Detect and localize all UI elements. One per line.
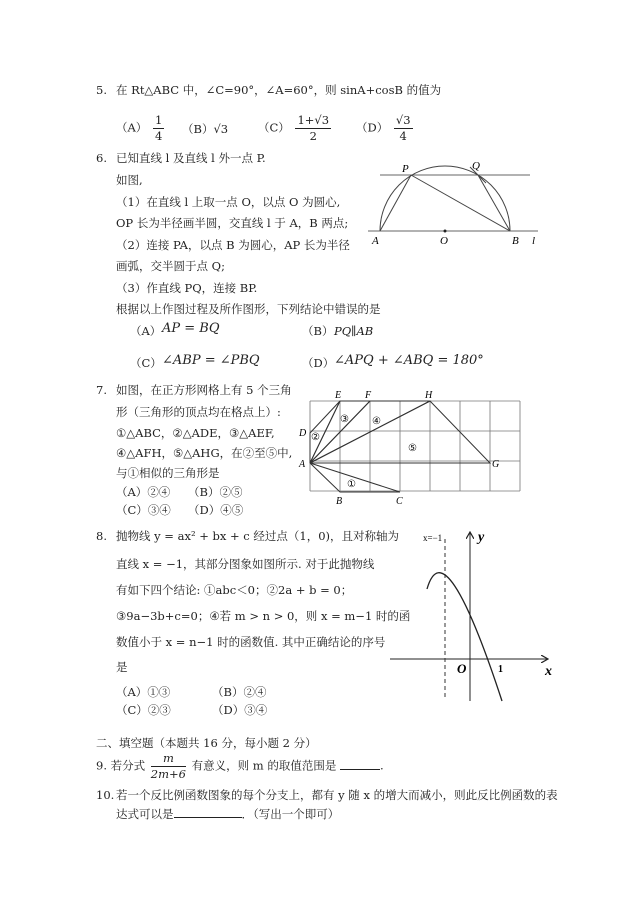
q8-line-2: 直线 x = −1，其部分图象如图所示. 对于此抛物线 bbox=[116, 557, 375, 571]
q6-line-6: 画弧，交半圆于点 Q; bbox=[116, 259, 225, 273]
q6-line-3: （1）在直线 l 上取一点 O，以点 O 为圆心, bbox=[116, 195, 341, 209]
label-l: l bbox=[532, 235, 536, 247]
q8-parabola-figure bbox=[385, 525, 560, 705]
label-triangle-1: ① bbox=[347, 479, 356, 490]
q10-answer-blank[interactable] bbox=[174, 817, 242, 818]
q7-line-5: 与①相似的三角形是 bbox=[116, 466, 220, 480]
q7-option-d: （D）④⑤ bbox=[188, 503, 244, 517]
q8-line-6: 是 bbox=[116, 660, 128, 674]
label-d: D bbox=[299, 428, 307, 439]
q9-answer-blank[interactable] bbox=[340, 769, 380, 770]
q5-option-b: （B）√3 bbox=[182, 122, 229, 136]
q7-option-b: （B）②⑤ bbox=[188, 485, 243, 499]
q7-number: 7. bbox=[96, 383, 107, 397]
segment-pb bbox=[411, 175, 510, 231]
label-axis-of-symmetry: x=−1 bbox=[423, 533, 443, 543]
q8-option-c: （C）②③ bbox=[116, 703, 171, 717]
label-q: Q bbox=[472, 160, 480, 172]
question-9: 9. 若分式 $\frac{m}{2m+6}$ 有意义，则 m 的取值范围是 . bbox=[96, 751, 384, 781]
q6-option-c-label: （C） bbox=[130, 356, 162, 370]
label-triangle-2: ② bbox=[311, 432, 320, 443]
q8-number: 8. bbox=[96, 529, 107, 543]
label-y: y bbox=[478, 530, 485, 545]
label-a: A bbox=[299, 459, 306, 470]
q6-figure bbox=[360, 155, 550, 250]
label-b: B bbox=[512, 235, 519, 247]
section-2-title: 二、填空题（本题共 16 分，每小题 2 分） bbox=[96, 736, 317, 750]
label-triangle-5: ⑤ bbox=[408, 443, 417, 454]
parabola-curve bbox=[427, 573, 502, 701]
point-o bbox=[444, 230, 447, 233]
q6-line-4: OP 长为半径画半圆，交直线 l 于 A，B 两点; bbox=[116, 216, 349, 230]
q8-line-5: 数值小于 x = n−1 时的函数值. 其中正确结论的序号 bbox=[116, 635, 386, 649]
segment-bq bbox=[478, 175, 510, 231]
q8-line-4: ③9a−3b+c=0；④若 m > n > 0，则 x = m−1 时的函 bbox=[116, 609, 411, 623]
segment-pa bbox=[380, 175, 411, 231]
q6-option-c-text: ∠ABP = ∠PBQ bbox=[162, 353, 260, 368]
label-origin: O bbox=[457, 661, 467, 676]
q9-fraction: $\frac{m}{2m+6}$ bbox=[150, 751, 186, 781]
label-triangle-3: ③ bbox=[340, 414, 349, 425]
q6-number: 6. bbox=[96, 151, 107, 165]
q5-number: 5. bbox=[96, 83, 107, 97]
q8-line-1: 抛物线 y = ax² + bx + c 经过点（1，0)，且对称轴为 bbox=[116, 529, 400, 543]
label-h: H bbox=[425, 390, 433, 401]
q7-line-3: ①△ABC，②△ADE，③△AEF, bbox=[116, 426, 275, 440]
q7-line-4: ④△AFH，⑤△AHG，在②至⑤中, bbox=[116, 446, 293, 460]
q10-line-1: 若一个反比例函数图象的每个分支上，都有 y 随 x 的增大而减小，则此反比例函数的表 bbox=[116, 788, 558, 802]
q5-option-d: （D） $\frac{√3}{4}$ bbox=[356, 113, 411, 143]
q6-line-5: （2）连接 PA，以点 B 为圆心，AP 长为半径 bbox=[116, 238, 350, 252]
q6-line-7: （3）作直线 PQ，连接 BP. bbox=[116, 281, 258, 295]
q6-option-b-text: PQ∥AB bbox=[334, 324, 374, 338]
q6-line-1: 已知直线 l 及直线 l 外一点 P. bbox=[116, 151, 266, 165]
label-a: A bbox=[372, 235, 379, 247]
q8-line-3: 有如下四个结论: ①abc＜0；②2a + b = 0； bbox=[116, 583, 353, 597]
q6-option-a-label: （A） bbox=[130, 324, 162, 338]
q8-option-d: （D）③④ bbox=[212, 703, 268, 717]
q6-line-2: 如图, bbox=[116, 173, 143, 187]
label-g: G bbox=[492, 459, 500, 470]
label-c: C bbox=[396, 496, 403, 507]
q10-line-2: 达式可以是 ．（写出一个即可） bbox=[116, 807, 340, 821]
q6-option-a-text: AP = BQ bbox=[162, 321, 220, 336]
q6-option-b-label: （B） bbox=[302, 324, 334, 338]
label-e: E bbox=[335, 390, 342, 401]
label-p: P bbox=[402, 163, 409, 175]
label-x: x bbox=[545, 664, 552, 679]
label-b: B bbox=[336, 496, 343, 507]
label-f: F bbox=[365, 390, 372, 401]
q6-option-d-label: （D） bbox=[302, 356, 335, 370]
q7-grid-figure bbox=[295, 386, 525, 510]
q8-option-b: （B）②④ bbox=[212, 685, 267, 699]
q5-option-c: （C） $\frac{1+√3}{2}$ bbox=[258, 113, 330, 143]
q6-line-8: 根据以上作图过程及所作图形，下列结论中错误的是 bbox=[116, 302, 381, 316]
q6-option-d-text: ∠APQ + ∠ABQ = 180° bbox=[334, 353, 484, 368]
label-one: 1 bbox=[498, 664, 503, 675]
q7-line-1: 如图，在正方形网格上有 5 个三角 bbox=[116, 383, 292, 397]
q5-stem: 在 Rt△ABC 中，∠C=90°，∠A=60°，则 sinA+cosB 的值为 bbox=[116, 83, 442, 97]
q8-option-a: （A）①③ bbox=[116, 685, 171, 699]
q7-line-2: 形（三角形的顶点均在格点上）: bbox=[116, 405, 281, 419]
label-triangle-4: ④ bbox=[372, 416, 381, 427]
q7-option-a: （A）②④ bbox=[116, 485, 171, 499]
label-o: O bbox=[440, 235, 448, 247]
q5-option-a: （A） $\frac{1}{4}$ bbox=[116, 113, 163, 143]
q7-option-c: （C）③④ bbox=[116, 503, 171, 517]
semicircle bbox=[380, 166, 510, 231]
q10-number: 10. bbox=[96, 788, 115, 802]
